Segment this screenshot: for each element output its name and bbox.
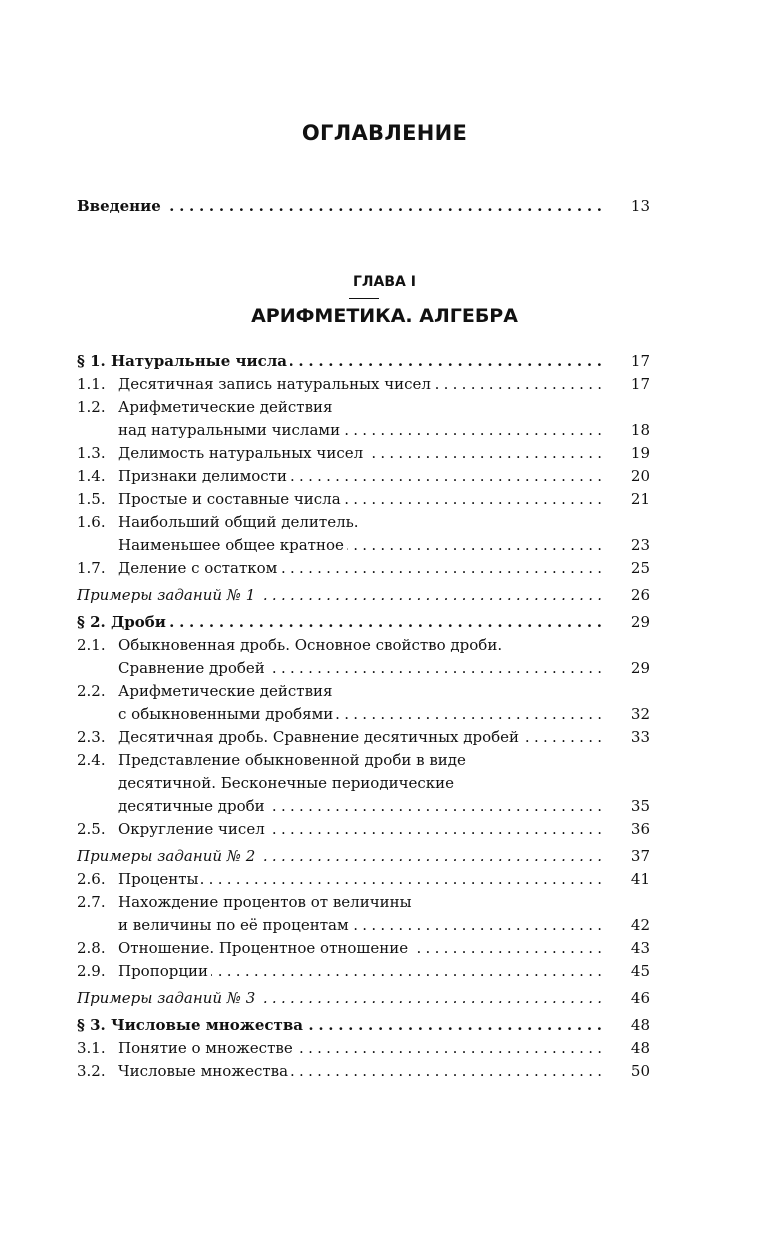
entry-title: Отношение. Процентное отношение . . . [118,937,602,959]
entry-title: с обыкновенными дробями . . . [118,703,602,725]
toc-entry[interactable] [77,1060,650,1082]
chapter-title: АРИФМЕТИКА. АЛГЕБРА [251,305,518,327]
entry-page: 18 [630,421,650,439]
chapter-label: ГЛАВА I [353,274,416,290]
entry-title: над натуральными числами . . . [118,419,602,441]
entry-page: 45 [630,962,650,980]
toc-entry[interactable] [77,703,650,725]
entry-page: 41 [630,870,650,888]
entry-title: и величины по её процентам . . . [118,914,602,936]
toc-entry[interactable] [77,419,650,441]
entry-page: 26 [630,586,650,604]
entry-number: 1.7. [77,559,106,577]
entry-title: Числовые множества . . . [118,1060,602,1082]
entry-number: 2.3. [77,728,106,746]
toc-entry[interactable] [77,657,650,679]
entry-title: десятичные дроби . . . [118,795,602,817]
entry-number: 3.1. [77,1039,106,1057]
entry-number: 2.9. [77,962,106,980]
entry-title: Пропорции . . . [118,960,602,982]
entry-page: 48 [630,1039,650,1057]
entry-page: 19 [630,444,650,462]
intro-label: Введение . . . [77,195,602,217]
entry-page: 25 [630,559,650,577]
toc-entry[interactable] [77,1014,650,1036]
toc-entry[interactable] [77,511,650,533]
entry-number: 2.7. [77,893,106,911]
entry-number: 1.1. [77,375,106,393]
entry-page: 20 [630,467,650,485]
entry-title: Представление обыкновенной дроби в виде [118,749,602,771]
entry-title: Десятичная запись натуральных чисел . . . [118,373,602,395]
toc-entry[interactable] [77,726,650,748]
toc-entry[interactable] [77,960,650,982]
entry-title: Признаки делимости . . . [118,465,602,487]
toc-entry[interactable] [77,373,650,395]
entry-number: 2.5. [77,820,106,838]
toc-entry[interactable] [77,465,650,487]
entry-number: 1.3. [77,444,106,462]
entry-title: Округление чисел . . . [118,818,602,840]
chapter-divider [349,298,379,299]
entry-title: десятичной. Бесконечные периодические [118,772,602,794]
toc-entry[interactable] [77,557,650,579]
entry-title: Проценты . . . [118,868,602,890]
toc-entry[interactable] [77,534,650,556]
entry-title: Десятичная дробь. Сравнение десятичных дробей . . . [118,726,602,748]
entry-title: § 1. Натуральные числа . . . [77,350,602,372]
entry-number: 2.2. [77,682,106,700]
entry-number: 1.6. [77,513,106,531]
entry-number: 2.1. [77,636,106,654]
toc-entry[interactable] [77,987,650,1009]
entry-page: 32 [630,705,650,723]
toc-entry[interactable] [77,914,650,936]
entry-page: 29 [630,659,650,677]
toc-entry[interactable] [77,442,650,464]
entry-title: Примеры заданий № 3 . . . [77,987,602,1009]
entry-page: 46 [630,989,650,1007]
entry-page: 43 [630,939,650,957]
entry-number: 2.4. [77,751,106,769]
entry-number: 2.8. [77,939,106,957]
toc-entry[interactable] [77,795,650,817]
entry-page: 21 [630,490,650,508]
toc-entry[interactable] [77,350,650,372]
entry-page: 35 [630,797,650,815]
entry-page: 48 [630,1016,650,1034]
entry-number: 1.5. [77,490,106,508]
entry-title: Арифметические действия [118,680,602,702]
toc-entry[interactable] [77,749,650,771]
toc-entry[interactable] [77,488,650,510]
entry-page: 50 [630,1062,650,1080]
entry-page: 23 [630,536,650,554]
entry-page: 33 [630,728,650,746]
toc-entry[interactable] [77,845,650,867]
toc-entry[interactable] [77,680,650,702]
toc-entry[interactable] [77,584,650,606]
entry-title: Деление с остатком . . . [118,557,602,579]
entry-page: 37 [630,847,650,865]
entry-page: 17 [630,375,650,393]
entry-title: Делимость натуральных чисел . . . [118,442,602,464]
entry-page: 29 [630,613,650,631]
entry-number: 1.2. [77,398,106,416]
toc-entry[interactable] [77,1037,650,1059]
entry-title: Наименьшее общее кратное . . . [118,534,602,556]
entry-number: 3.2. [77,1062,106,1080]
page-title: ОГЛАВЛЕНИЕ [301,121,468,145]
toc-entry[interactable] [77,937,650,959]
toc-entry[interactable] [77,772,650,794]
entry-title: Примеры заданий № 1 . . . [77,584,602,606]
entry-title: Нахождение процентов от величины [118,891,602,913]
entry-number: 1.4. [77,467,106,485]
entry-title: Арифметические действия [118,396,602,418]
entry-title: Примеры заданий № 2 . . . [77,845,602,867]
intro-page: 13 [630,197,650,215]
toc-entry[interactable] [77,868,650,890]
entry-title: Простые и составные числа . . . [118,488,602,510]
entry-title: § 2. Дроби . . . [77,611,602,633]
toc-entry[interactable] [77,634,650,656]
entry-page: 17 [630,352,650,370]
toc-entry[interactable] [77,818,650,840]
toc-entry[interactable] [77,396,650,418]
entry-page: 36 [630,820,650,838]
entry-title: § 3. Числовые множества . . . [77,1014,602,1036]
toc-entry[interactable] [77,891,650,913]
entry-number: 2.6. [77,870,106,888]
entry-title: Обыкновенная дробь. Основное свойство дроби. [118,634,602,656]
toc-entry[interactable] [77,611,650,633]
entry-title: Понятие о множестве . . . [118,1037,602,1059]
entry-title: Сравнение дробей . . . [118,657,602,679]
entry-page: 42 [630,916,650,934]
entry-title: Наибольший общий делитель. [118,511,602,533]
